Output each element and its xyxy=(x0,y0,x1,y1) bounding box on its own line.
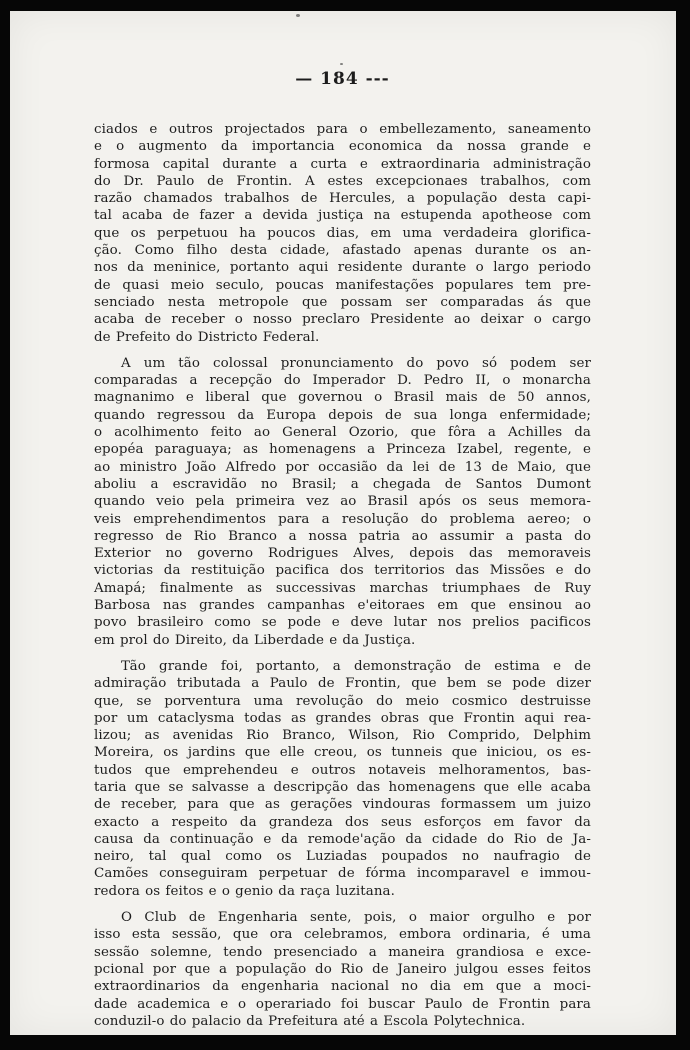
text-line: admiração tributada a Paulo de Frontin, que bem se pode dizer xyxy=(94,676,591,692)
text-line: causa da continuação e da remode'ação da cidade do Rio de Ja- xyxy=(94,831,591,847)
text-line: tal acaba de fazer a devida justiça na estupenda apotheose com xyxy=(94,208,591,224)
text-line: exacto a respeito da grandeza dos seus esforços em favor da xyxy=(94,814,591,830)
text-line: pcional por que a população do Rio de Janeiro julgou esses feitos xyxy=(94,961,591,977)
text-line: o acolhimento feito ao General Ozorio, que fôra a Achilles da xyxy=(94,425,591,441)
text-line: ciados e outros projectados para o embellezamento, saneamento xyxy=(94,122,591,137)
text-line: dade academica e o operariado foi buscar Paulo de Frontin para xyxy=(94,996,591,1012)
document-page xyxy=(10,11,676,1035)
paragraph xyxy=(94,658,591,900)
text-line: ção. Como filho desta cidade, afastado apenas durante os an- xyxy=(94,243,591,259)
text-line: e o augmento da importancia economica da nossa grande e xyxy=(94,139,591,155)
text-line: de receber, para que as gerações vindouras formassem um juizo xyxy=(94,797,591,813)
text-line: povo brasileiro como se pode e deve lutar nos prelios pacificos xyxy=(94,615,591,631)
text-line: isso esta sessão, que ora celebramos, embora ordinaria, é uma xyxy=(94,927,591,943)
text-line: quando veio pela primeira vez ao Brasil após os seus memora- xyxy=(94,494,591,510)
text-line: ao ministro João Alfredo por occasião da lei de 13 de Maio, que xyxy=(94,459,591,475)
text-line: acaba de receber o nosso preclaro Presidente ao deixar o cargo xyxy=(94,312,591,328)
text-line: senciado nesta metropole que possam ser comparadas ás que xyxy=(94,294,591,310)
text-line: sessão solemne, tendo presenciado a maneira grandiosa e exce- xyxy=(94,944,591,960)
text-line: em prol do Direito, da Liberdade e da Justiça. xyxy=(94,632,416,648)
page-number: — 184 --- xyxy=(295,69,390,89)
text-line: do Dr. Paulo de Frontin. A estes excepcionaes trabalhos, com xyxy=(94,173,591,189)
text-line: tudos que emprehendeu e outros notaveis melhoramentos, bas- xyxy=(94,762,591,778)
text-line: victorias da restituição pacifica dos territorios das Missões e do xyxy=(94,563,591,579)
text-line: Moreira, os jardins que elle creou, os tunneis que iniciou, os es- xyxy=(94,745,591,761)
text-line: lizou; as avenidas Rio Branco, Wilson, Rio Comprido, Delphim xyxy=(94,728,591,744)
text-line: aboliu a escravidão no Brasil; a chegada de Santos Dumont xyxy=(94,476,591,492)
text-line: A um tão colossal pronunciamento do povo só podem ser xyxy=(121,355,591,371)
text-line: que os perpetuou ha poucos dias, em uma verdadeira glorifica- xyxy=(94,225,591,241)
text-line: de Prefeito do Districto Federal. xyxy=(94,329,320,345)
paragraph xyxy=(94,121,591,346)
text-line: de quasi meio seculo, poucas manifestações populares tem pre- xyxy=(94,277,591,293)
text-line: O Club de Engenharia sente, pois, o maior orgulho e por xyxy=(121,910,591,926)
paragraph xyxy=(94,909,591,1030)
text-line: Amapá; finalmente as successivas marchas triumphaes de Ruy xyxy=(94,580,591,596)
text-line: epopéa paraguaya; as homenagens a Princeza Izabel, regente, e xyxy=(94,442,591,458)
text-line: veis emprehendimentos para a resolução do problema aereo; o xyxy=(94,511,591,527)
text-line: Exterior no governo Rodrigues Alves, depois das memoraveis xyxy=(94,546,591,562)
text-line: razão chamados trabalhos de Hercules, a população desta capi- xyxy=(94,191,591,207)
text-line: formosa capital durante a curta e extraordinaria administração xyxy=(94,156,591,172)
text-line: que, se porventura uma revolução do meio cosmico destruisse xyxy=(94,693,591,709)
text-line: regresso de Rio Branco a nossa patria ao assumir a pasta do xyxy=(94,528,591,544)
text-line: conduzil-o do palacio da Prefeitura até a Escola Polytechnica. xyxy=(94,1013,526,1029)
text-line: Barbosa nas grandes campanhas e'eitoraes em que ensinou ao xyxy=(94,598,591,614)
text-line: quando regressou da Europa depois de sua longa enfermidade; xyxy=(94,407,591,423)
text-line: taria que se salvasse a descripção das homenagens que elle acaba xyxy=(94,779,591,795)
text-line: nos da meninice, portanto aqui residente durante o largo periodo xyxy=(94,260,591,276)
text-line: Camões conseguiram perpetuar de fórma incomparavel e immou- xyxy=(94,866,591,882)
scan-speckle xyxy=(340,63,343,65)
body-text xyxy=(94,121,591,1030)
text-line: comparadas a recepção do Imperador D. Pedro II, o monarcha xyxy=(94,373,591,389)
paragraph xyxy=(94,355,591,649)
text-line: magnanimo e liberal que governou o Brasil mais de 50 annos, xyxy=(94,390,591,406)
scan-speckle xyxy=(296,14,300,17)
text-line: Tão grande foi, portanto, a demonstração de estima e de xyxy=(121,658,591,674)
text-line: por um cataclysma todas as grandes obras que Frontin aqui rea- xyxy=(94,710,591,726)
text-line: extraordinarios da engenharia nacional no dia em que a moci- xyxy=(94,979,591,995)
text-line: redora os feitos e o genio da raça luzitana. xyxy=(94,883,395,899)
text-line: neiro, tal qual como os Luziadas poupados no naufragio de xyxy=(94,849,591,865)
